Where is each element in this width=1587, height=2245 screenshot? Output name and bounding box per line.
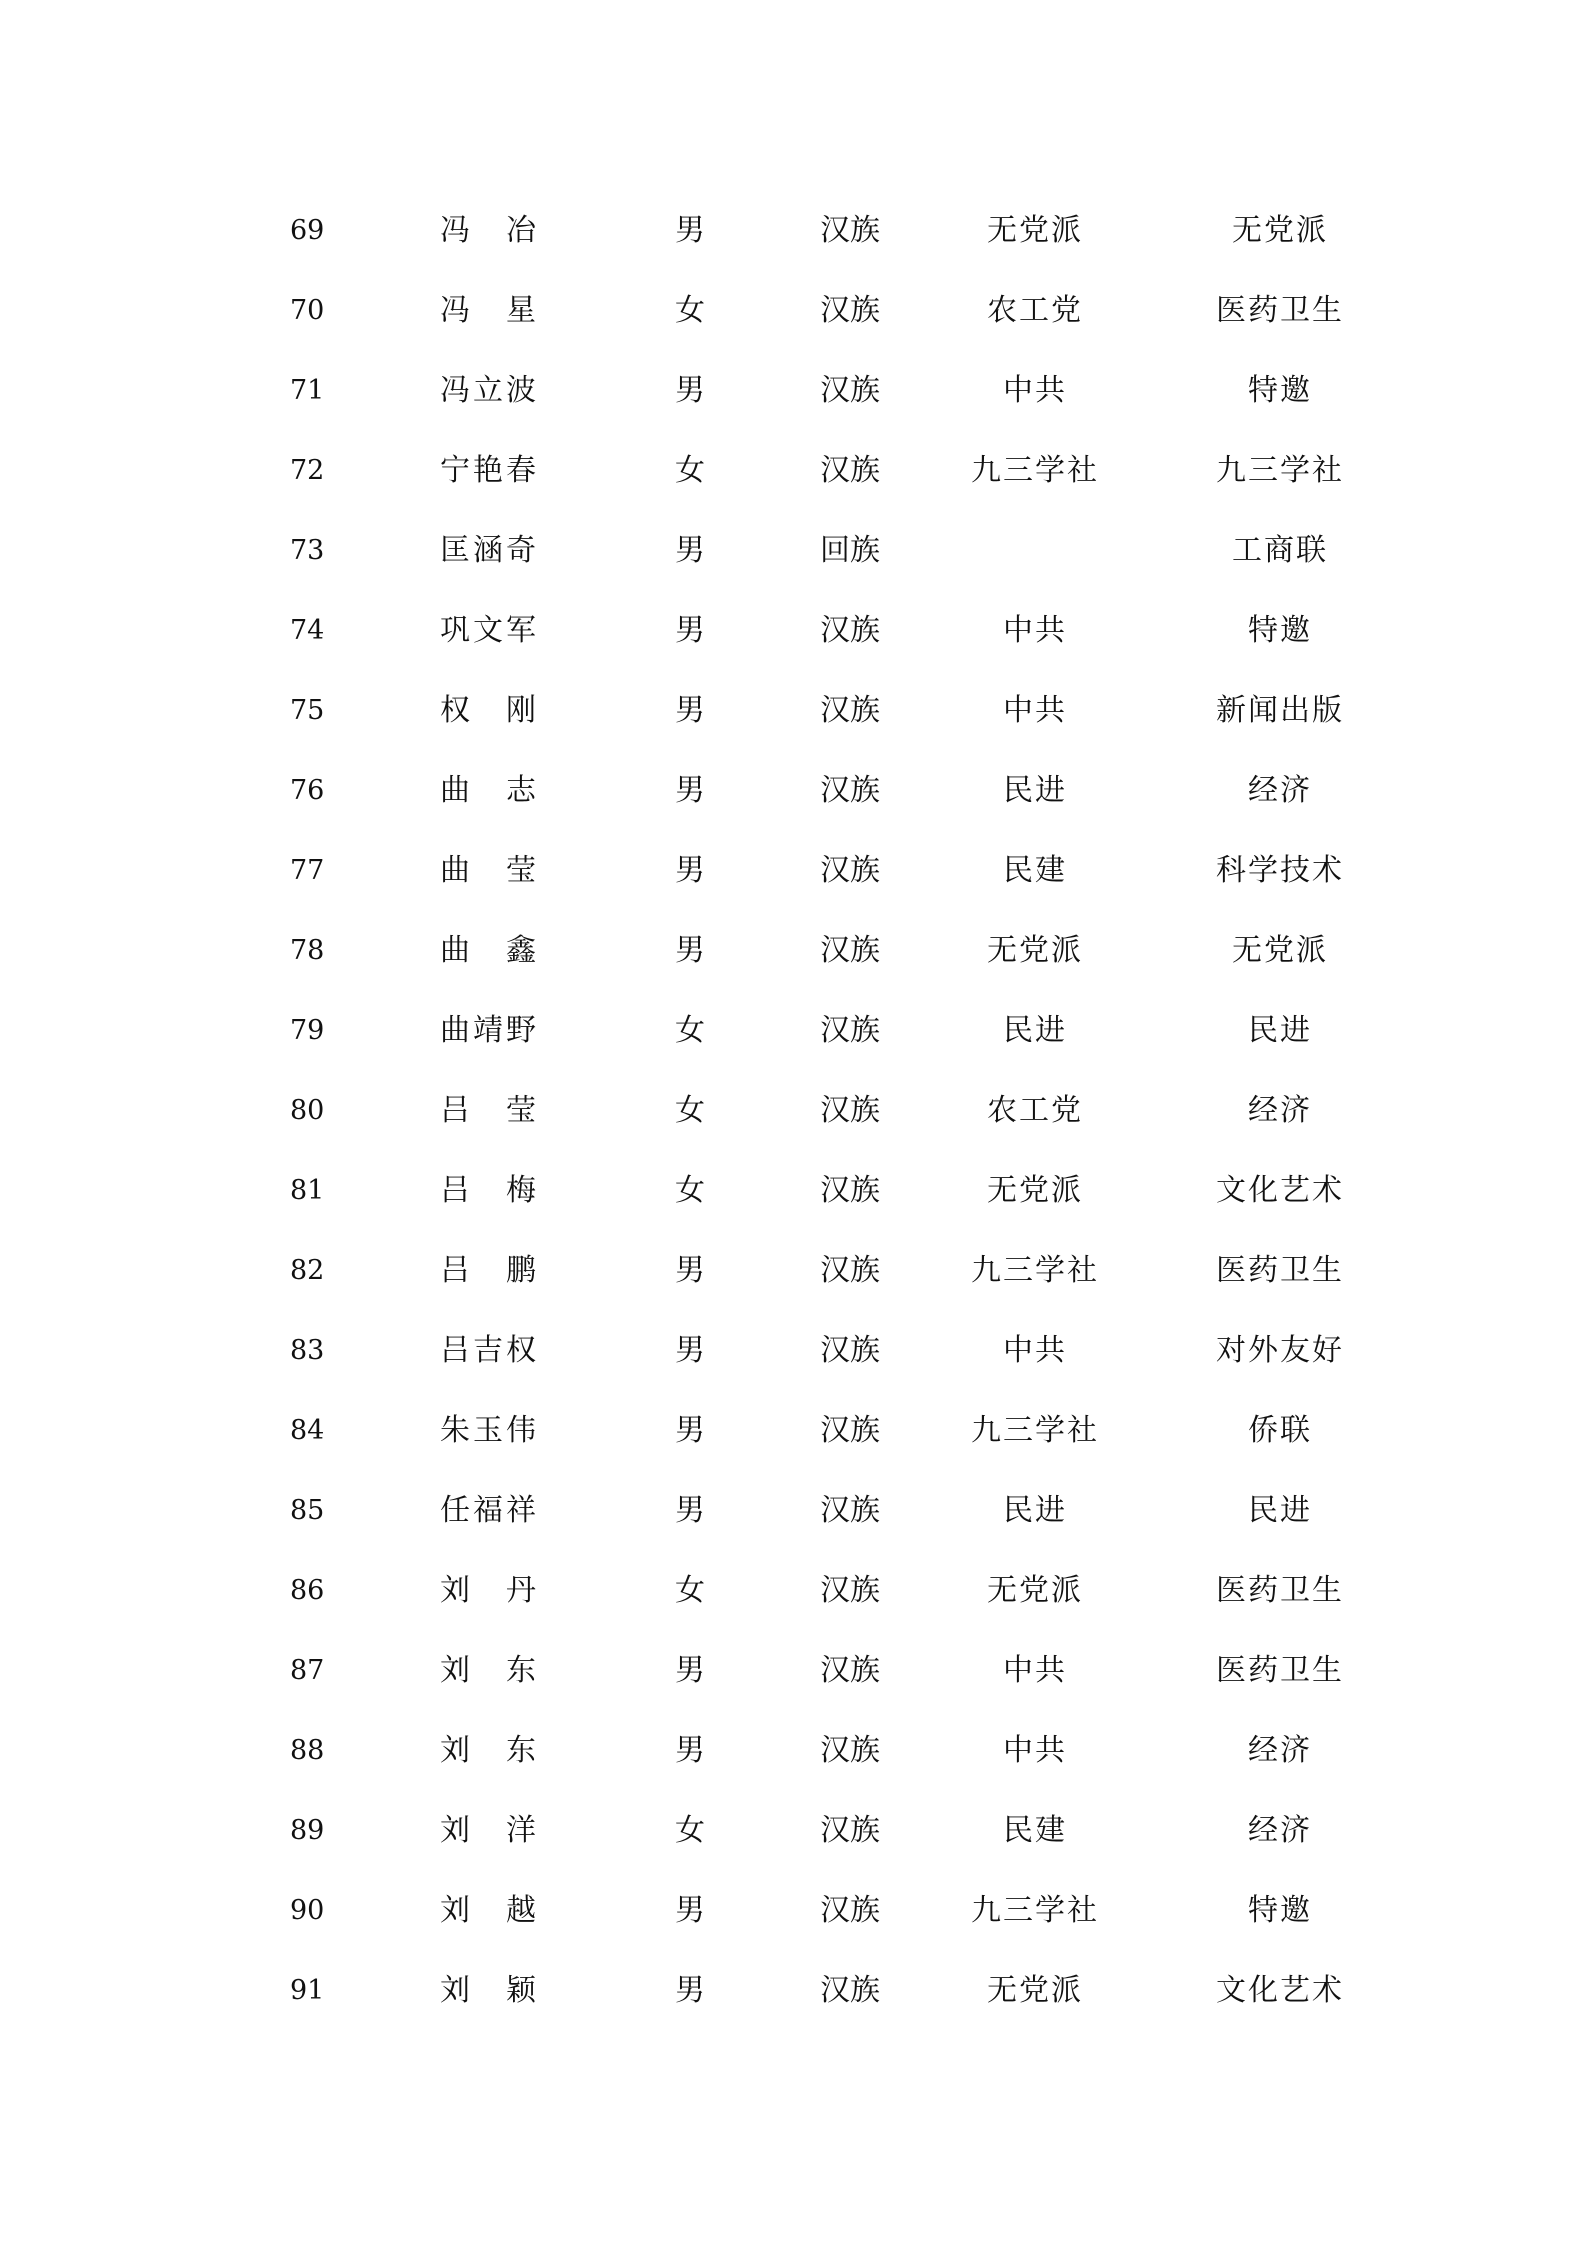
row-number: 80 (290, 1095, 325, 1126)
member-party: 九三学社 (971, 1893, 1099, 1928)
table-row (0, 1071, 1587, 1151)
member-name: 吕吉权 (440, 1333, 539, 1368)
member-gender: 女 (675, 1573, 705, 1608)
member-ethnicity: 汉族 (820, 293, 880, 328)
row-number: 89 (290, 1815, 325, 1846)
member-sector: 特邀 (1248, 373, 1312, 408)
member-sector: 医药卫生 (1216, 293, 1344, 328)
row-number: 91 (290, 1975, 325, 2006)
member-gender: 男 (675, 1413, 705, 1448)
member-gender: 男 (675, 1653, 705, 1688)
member-sector: 医药卫生 (1216, 1253, 1344, 1288)
member-name: 朱玉伟 (440, 1413, 539, 1448)
member-party: 九三学社 (971, 1253, 1099, 1288)
table-row (0, 671, 1587, 751)
member-party (930, 511, 1140, 591)
member-sector: 民进 (1248, 1013, 1312, 1048)
member-ethnicity: 汉族 (820, 1093, 880, 1128)
member-ethnicity: 汉族 (820, 1333, 880, 1368)
member-gender: 女 (675, 1093, 705, 1128)
member-sector: 经济 (1248, 1733, 1312, 1768)
member-ethnicity: 汉族 (820, 1413, 880, 1448)
member-ethnicity: 汉族 (820, 613, 880, 648)
member-name: 曲 鑫 (440, 933, 539, 968)
member-gender: 男 (675, 773, 705, 808)
member-gender: 男 (675, 933, 705, 968)
table-row (0, 1951, 1587, 2031)
row-number: 78 (290, 935, 325, 966)
member-sector: 民进 (1248, 1493, 1312, 1528)
member-gender: 女 (675, 293, 705, 328)
member-sector: 文化艺术 (1216, 1973, 1344, 2008)
member-gender: 男 (675, 693, 705, 728)
member-sector: 九三学社 (1216, 453, 1344, 488)
member-party: 民进 (1003, 1493, 1067, 1528)
member-name: 冯 冶 (440, 213, 539, 248)
member-sector: 经济 (1248, 1093, 1312, 1128)
member-sector: 经济 (1248, 773, 1312, 808)
member-party: 中共 (1003, 1333, 1067, 1368)
member-party: 中共 (1003, 1653, 1067, 1688)
member-gender: 女 (675, 1013, 705, 1048)
member-gender: 男 (675, 1493, 705, 1528)
table-row (0, 1551, 1587, 1631)
member-sector: 特邀 (1248, 613, 1312, 648)
member-name: 吕 梅 (440, 1173, 539, 1208)
member-gender: 女 (675, 453, 705, 488)
member-ethnicity: 汉族 (820, 1253, 880, 1288)
member-ethnicity: 汉族 (820, 933, 880, 968)
row-number: 90 (290, 1895, 325, 1926)
member-ethnicity: 汉族 (820, 373, 880, 408)
member-gender: 女 (675, 1173, 705, 1208)
row-number: 69 (290, 215, 325, 246)
member-party: 中共 (1003, 613, 1067, 648)
member-ethnicity: 汉族 (820, 693, 880, 728)
table-row (0, 1471, 1587, 1551)
member-name: 吕 鹏 (440, 1253, 539, 1288)
member-gender: 男 (675, 853, 705, 888)
member-party: 中共 (1003, 1733, 1067, 1768)
member-gender: 男 (675, 1893, 705, 1928)
member-party: 民进 (1003, 1013, 1067, 1048)
member-name: 刘 东 (440, 1733, 539, 1768)
member-party: 民建 (1003, 1813, 1067, 1848)
member-ethnicity: 汉族 (820, 1573, 880, 1608)
member-party: 民建 (1003, 853, 1067, 888)
member-gender: 男 (675, 613, 705, 648)
member-sector: 科学技术 (1216, 853, 1344, 888)
member-sector: 新闻出版 (1216, 693, 1344, 728)
row-number: 72 (290, 455, 325, 486)
member-sector: 无党派 (1232, 213, 1328, 248)
member-ethnicity: 汉族 (820, 773, 880, 808)
table-row (0, 1791, 1587, 1871)
member-ethnicity: 汉族 (820, 1013, 880, 1048)
table-row (0, 1631, 1587, 1711)
table-row (0, 911, 1587, 991)
row-number: 83 (290, 1335, 325, 1366)
row-number: 87 (290, 1655, 325, 1686)
table-row (0, 1391, 1587, 1471)
table-row (0, 751, 1587, 831)
table-row (0, 1231, 1587, 1311)
member-sector: 对外友好 (1216, 1333, 1344, 1368)
member-ethnicity: 汉族 (820, 853, 880, 888)
member-party: 无党派 (987, 1973, 1083, 2008)
table-row (0, 1871, 1587, 1951)
member-name: 冯立波 (440, 373, 539, 408)
member-ethnicity: 汉族 (820, 1733, 880, 1768)
row-number: 81 (290, 1175, 325, 1206)
member-name: 宁艳春 (440, 453, 539, 488)
table-row (0, 271, 1587, 351)
member-party: 九三学社 (971, 453, 1099, 488)
member-party: 中共 (1003, 693, 1067, 728)
member-gender: 男 (675, 1733, 705, 1768)
member-gender: 男 (675, 533, 705, 568)
member-ethnicity: 回族 (820, 533, 880, 568)
member-name: 权 刚 (440, 693, 539, 728)
member-party: 九三学社 (971, 1413, 1099, 1448)
member-ethnicity: 汉族 (820, 213, 880, 248)
row-number: 82 (290, 1255, 325, 1286)
member-party: 农工党 (987, 1093, 1083, 1128)
member-party: 无党派 (987, 933, 1083, 968)
member-name: 冯 星 (440, 293, 539, 328)
row-number: 76 (290, 775, 325, 806)
member-gender: 男 (675, 1973, 705, 2008)
table-row (0, 831, 1587, 911)
member-name: 刘 颖 (440, 1973, 539, 2008)
member-gender: 男 (675, 1253, 705, 1288)
member-party: 中共 (1003, 373, 1067, 408)
table-row (0, 1711, 1587, 1791)
member-ethnicity: 汉族 (820, 1813, 880, 1848)
member-name: 巩文军 (440, 613, 539, 648)
member-ethnicity: 汉族 (820, 1493, 880, 1528)
member-party: 无党派 (987, 213, 1083, 248)
table-row (0, 191, 1587, 271)
member-sector: 特邀 (1248, 1893, 1312, 1928)
member-name: 任福祥 (440, 1493, 539, 1528)
member-party: 无党派 (987, 1573, 1083, 1608)
member-party: 民进 (1003, 773, 1067, 808)
table-row (0, 431, 1587, 511)
table-row (0, 991, 1587, 1071)
row-number: 71 (290, 375, 325, 406)
member-ethnicity: 汉族 (820, 1973, 880, 2008)
member-name: 吕 莹 (440, 1093, 539, 1128)
row-number: 70 (290, 295, 325, 326)
member-name: 刘 丹 (440, 1573, 539, 1608)
member-name: 刘 东 (440, 1653, 539, 1688)
member-sector: 文化艺术 (1216, 1173, 1344, 1208)
member-ethnicity: 汉族 (820, 1173, 880, 1208)
member-ethnicity: 汉族 (820, 453, 880, 488)
row-number: 74 (290, 615, 325, 646)
member-name: 曲靖野 (440, 1013, 539, 1048)
table-row (0, 1311, 1587, 1391)
member-gender: 男 (675, 213, 705, 248)
member-sector: 工商联 (1232, 533, 1328, 568)
member-gender: 女 (675, 1813, 705, 1848)
member-name: 刘 越 (440, 1893, 539, 1928)
member-sector: 经济 (1248, 1813, 1312, 1848)
row-number: 73 (290, 535, 325, 566)
member-name: 匡涵奇 (440, 533, 539, 568)
member-sector: 侨联 (1248, 1413, 1312, 1448)
member-sector: 医药卫生 (1216, 1653, 1344, 1688)
member-party: 农工党 (987, 293, 1083, 328)
member-sector: 无党派 (1232, 933, 1328, 968)
row-number: 75 (290, 695, 325, 726)
table-row (0, 351, 1587, 431)
member-gender: 男 (675, 1333, 705, 1368)
member-sector: 医药卫生 (1216, 1573, 1344, 1608)
row-number: 86 (290, 1575, 325, 1606)
member-party: 无党派 (987, 1173, 1083, 1208)
member-ethnicity: 汉族 (820, 1893, 880, 1928)
row-number: 77 (290, 855, 325, 886)
row-number: 85 (290, 1495, 325, 1526)
member-name: 刘 洋 (440, 1813, 539, 1848)
member-ethnicity: 汉族 (820, 1653, 880, 1688)
table-row (0, 511, 1587, 591)
row-number: 79 (290, 1015, 325, 1046)
row-number: 84 (290, 1415, 325, 1446)
member-name: 曲 志 (440, 773, 539, 808)
table-row (0, 1151, 1587, 1231)
member-gender: 男 (675, 373, 705, 408)
table-row (0, 591, 1587, 671)
member-name: 曲 莹 (440, 853, 539, 888)
row-number: 88 (290, 1735, 325, 1766)
